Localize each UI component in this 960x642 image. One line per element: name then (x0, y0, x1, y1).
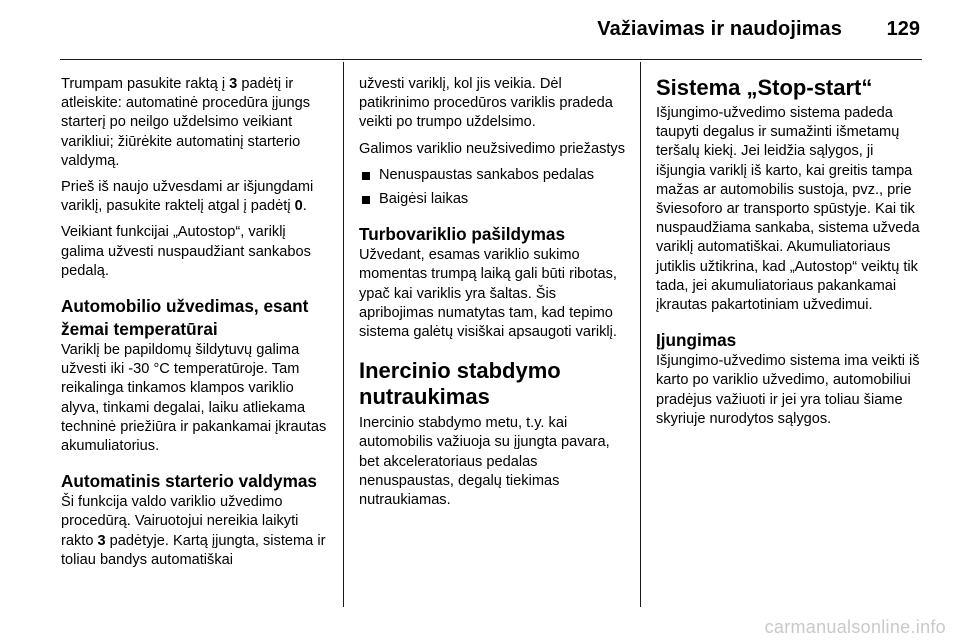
column-middle (359, 75, 631, 517)
bullet-icon (362, 172, 370, 180)
paragraph-inertia-cutoff: Inercinio stabdymo metu, t.y. kai automobilis važiuoja su įjungta pavara, bet akceleratoriaus pedalas nenuspaustas, degalų tiekimas nutraukiamas. (359, 415, 610, 509)
heading-inertia-cutoff: Inercinio stabdymo nutraukimas (359, 358, 561, 410)
key-position-0: 0 (294, 198, 303, 215)
paragraph-enable: Išjungimo-užvedimo sistema ima veikti iš karto po variklio užvedimo, automobiliui pradėjus važiuoti ir jei yra toliau šiame skyriuje nurodytos sąlygos. (656, 353, 920, 427)
bullet-icon (362, 196, 370, 204)
text-run: Trumpam pasukite raktą į (61, 76, 230, 92)
heading-enable: Įjungimas (656, 330, 737, 351)
key-position-3: 3 (97, 532, 106, 549)
paragraph-turbo-warmup: Užvedant, esamas variklio sukimo momentas trumpą laiką gali būti ribotas, ypač kai variklis yra šaltas. Šis apribojimas numatytas tam, kad tepimo sistema galėtų visiškai apsaugoti variklį. (359, 247, 617, 341)
text-run: padėtį ir atleiskite: automatinė procedūra įjungs starterį po neilgo uždelsimo veikiant varikliui; žiūrėkite automatinį starterio valdymą. (61, 76, 311, 169)
failure-reasons-list (359, 166, 631, 209)
paragraph-auto-starter (61, 493, 329, 570)
text-run: padėtyje. Kartą įjungta, sistema ir toliau bandys automatiškai (61, 532, 326, 568)
key-position-3: 3 (229, 76, 238, 92)
page-section-title: Važiavimas ir naudojimas (597, 18, 842, 40)
list-item-text: Baigėsi laikas (379, 191, 469, 208)
paragraph-stop-start: Išjungimo-užvedimo sistema padeda taupyti degalus ir sumažinti išmetamų teršalų kiekį. Jei leidžia sąlygos, ji išjungia variklį iš karto, kai greitis tampa mažas ar automobilis sustoja, pvz., prie šviesoforo ar transporto spūstyje. Kai tik nuspaudžiama sankaba, sistema užveda variklį automatiškai. Akumuliatoriaus jutiklis užtikrina, kad „Autostop“ veiktų tik tada, jei akumuliatoriaus pakankamai įkrautas pakartotiniam užvedimui. (656, 105, 920, 314)
watermark: carmanualsonline.info (764, 617, 946, 637)
text-run: . (302, 198, 307, 215)
paragraph-failure-reasons: Galimos variklio neužsivedimo priežastys (359, 140, 626, 157)
paragraph-turn-key (61, 75, 329, 171)
heading-stop-start: Sistema „Stop-start“ (656, 75, 873, 100)
column-left (61, 75, 329, 577)
heading-auto-starter: Automatinis starterio valdymas (61, 471, 317, 492)
text-run: Prieš iš naujo užvesdami ar išjungdami variklį, pasukite raktelį atgal į padėtį (61, 179, 314, 215)
paragraph-auto-starter-cont: užvesti variklį, kol jis veikia. Dėl patikrinimo procedūros variklis pradeda veikti po trumpo uždelsimo. (359, 76, 613, 131)
paragraph-cold-start: Variklį be papildomų šildytuvų galima užvesti iki -30 °C temperatūroje. Tam reikalinga tinkamos klampos variklio alyva, tinkami degalai, laiku atliekama techninė priežiūra ir pakankamai įkrautas akumuliatorius. (61, 342, 327, 455)
column-divider-right (640, 62, 641, 607)
list-item (359, 166, 631, 185)
paragraph-restart (61, 178, 329, 216)
column-divider-left (343, 62, 344, 607)
heading-cold-start: Automobilio užvedimas, esant žemai temperatūrai (61, 296, 309, 340)
header-divider (60, 59, 922, 60)
list-item-text: Nenuspaustas sankabos pedalas (379, 166, 595, 183)
page-number: 129 (886, 18, 920, 40)
text-run: Ši funkcija valdo variklio užvedimo procedūrą. Vairuotojui nereikia laikyti rakto (61, 494, 299, 549)
list-item (359, 190, 631, 209)
paragraph-autostop: Veikiant funkcijai „Autostop“, variklį galima užvesti nuspaudžiant sankabos pedalą. (61, 224, 311, 279)
column-right (656, 75, 924, 436)
heading-turbo-warmup: Turbovariklio pašildymas (359, 224, 565, 245)
